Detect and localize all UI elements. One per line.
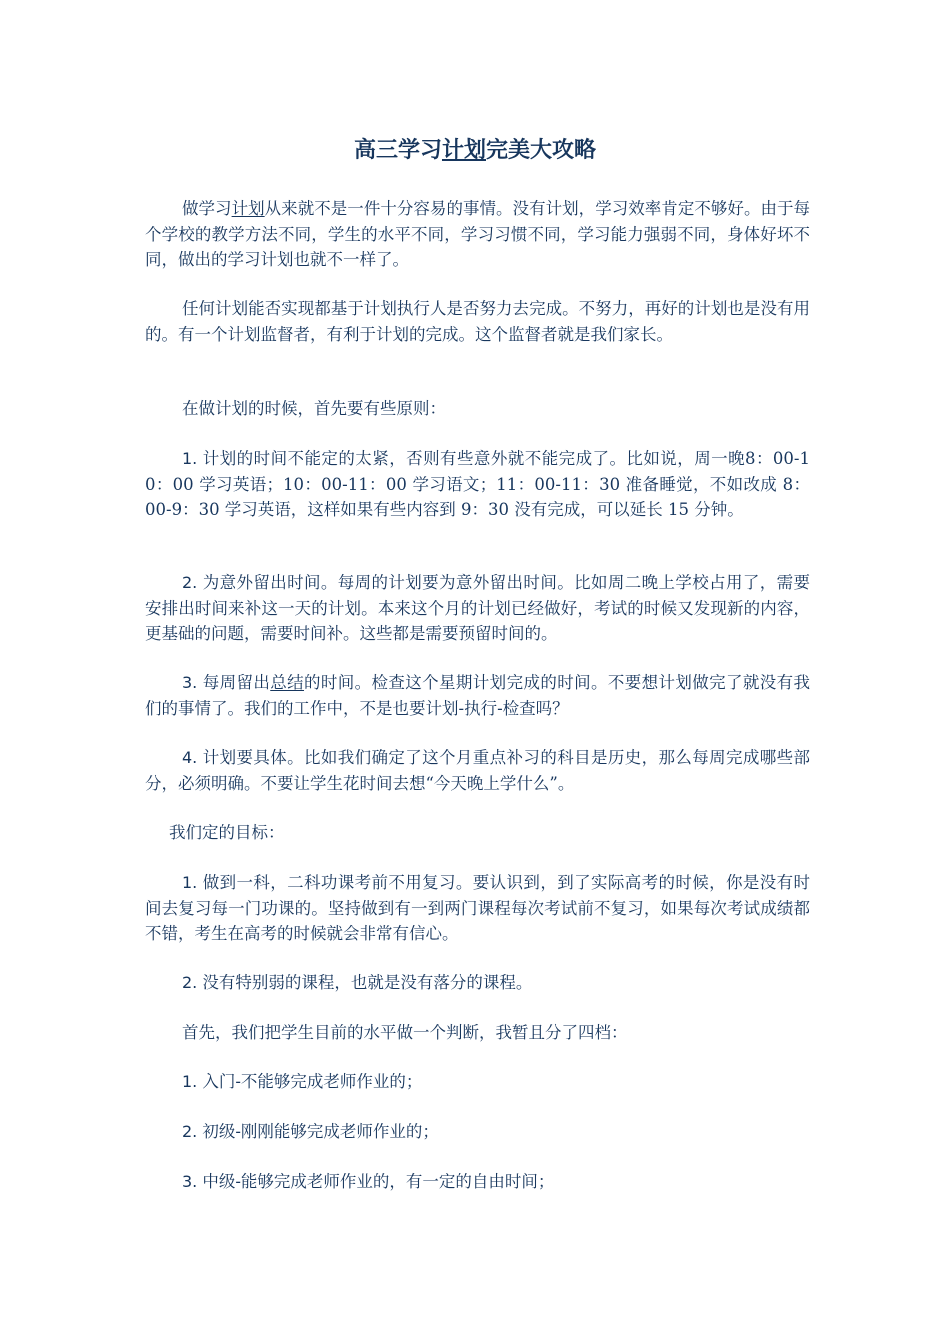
goals-heading: 我们定的目标： [169,823,285,842]
principle-prefix: 每周留出 [202,673,271,692]
principle-text: 为意外留出时间。每周的计划要为意外留出时间。比如周二晚上学校占用了，需要安排出时间来补这一天的计划。本来这个月的计划已经做好，考试的时候又发现新的内容，更基础的问题，需要时间补。这些都是需要预留时间的。 [145,573,810,643]
principle-number: 3. [182,673,203,692]
principle-item-2 [145,570,810,647]
intro-link-plan[interactable]: 计划 [231,199,265,218]
intro-prefix: 做学习 [182,199,232,218]
goal-number: 1. [182,873,203,892]
level-number: 2. [182,1122,203,1141]
principle-number: 1. [182,449,203,468]
level-text: 中级-能够完成老师作业的，有一定的自由时间； [202,1172,555,1191]
goal-text: 没有特别弱的课程，也就是没有落分的课程。 [202,973,533,992]
goal-item-2 [145,970,810,996]
principle-text: 计划的时间不能定的太紧，否则有些意外就不能完成了。比如说，周一晚8：00-10：00 学习英语；10：00-11：00 学习语文；11：00-11：30 准备睡觉，不如改成 8：00-9：30 学习英语，这样如果有些内容到 9：30 没有完成，可以延长 15 分钟。 [145,449,810,519]
principle-text: 计划要具体。比如我们确定了这个月重点补习的科目是历史，那么每周完成哪些部分，必须明确。不要让学生花时间去想“今天晚上学什么”。 [145,748,810,793]
level-number: 3. [182,1172,203,1191]
title-link-plan[interactable]: 计划 [441,137,486,163]
intro-paragraph [145,196,810,273]
goal-number: 2. [182,973,203,992]
title-prefix: 高三学习 [353,137,442,163]
principle-item-3 [145,670,810,721]
principle-item-1 [145,446,810,523]
intro-body: 从来就不是一件十分容易的事情。没有计划，学习效率肯定不够好。由于每个学校的教学方法不同，学生的水平不同，学习习惯不同，学习能力强弱不同，身体好坏不同，做出的学习计划也就不一样了。 [145,199,811,269]
levels-intro: 首先，我们把学生目前的水平做一个判断，我暂且分了四档： [182,1023,628,1042]
principle-number: 2. [182,573,203,592]
level-item-2 [145,1119,810,1145]
level-item-1 [145,1069,810,1095]
title-suffix: 完美大攻略 [486,137,597,163]
principle-link-summary[interactable]: 总结 [270,673,305,692]
level-text: 初级-刚刚能够完成老师作业的； [202,1122,439,1141]
principle-number: 4. [182,748,203,767]
goal-text: 做到一科，二科功课考前不用复习。要认识到，到了实际高考的时候，你是没有时间去复习每一门功课的。坚持做到有一到两门课程每次考试前不复习，如果每次考试成绩都不错，考生在高考的时候就会非常有信心。 [145,873,810,943]
level-number: 1. [182,1072,203,1091]
level-text: 入门-不能够完成老师作业的； [202,1072,423,1091]
principle-suffix: 的时间。检查这个星期计划完成的时间。不要想计划做完了就没有我们的事情了。我们的工作中，不是也要计划-执行-检查吗？ [145,673,811,718]
goal-item-1 [145,870,810,947]
principle-item-4 [145,745,810,796]
level-item-3 [145,1169,810,1195]
supervision-paragraph: 任何计划能否实现都基于计划执行人是否努力去完成。不努力，再好的计划也是没有用的。有一个计划监督者，有利于计划的完成。这个监督者就是我们家长。 [145,299,810,344]
principles-heading: 在做计划的时候，首先要有些原则： [182,399,446,418]
page-title [0,133,950,167]
